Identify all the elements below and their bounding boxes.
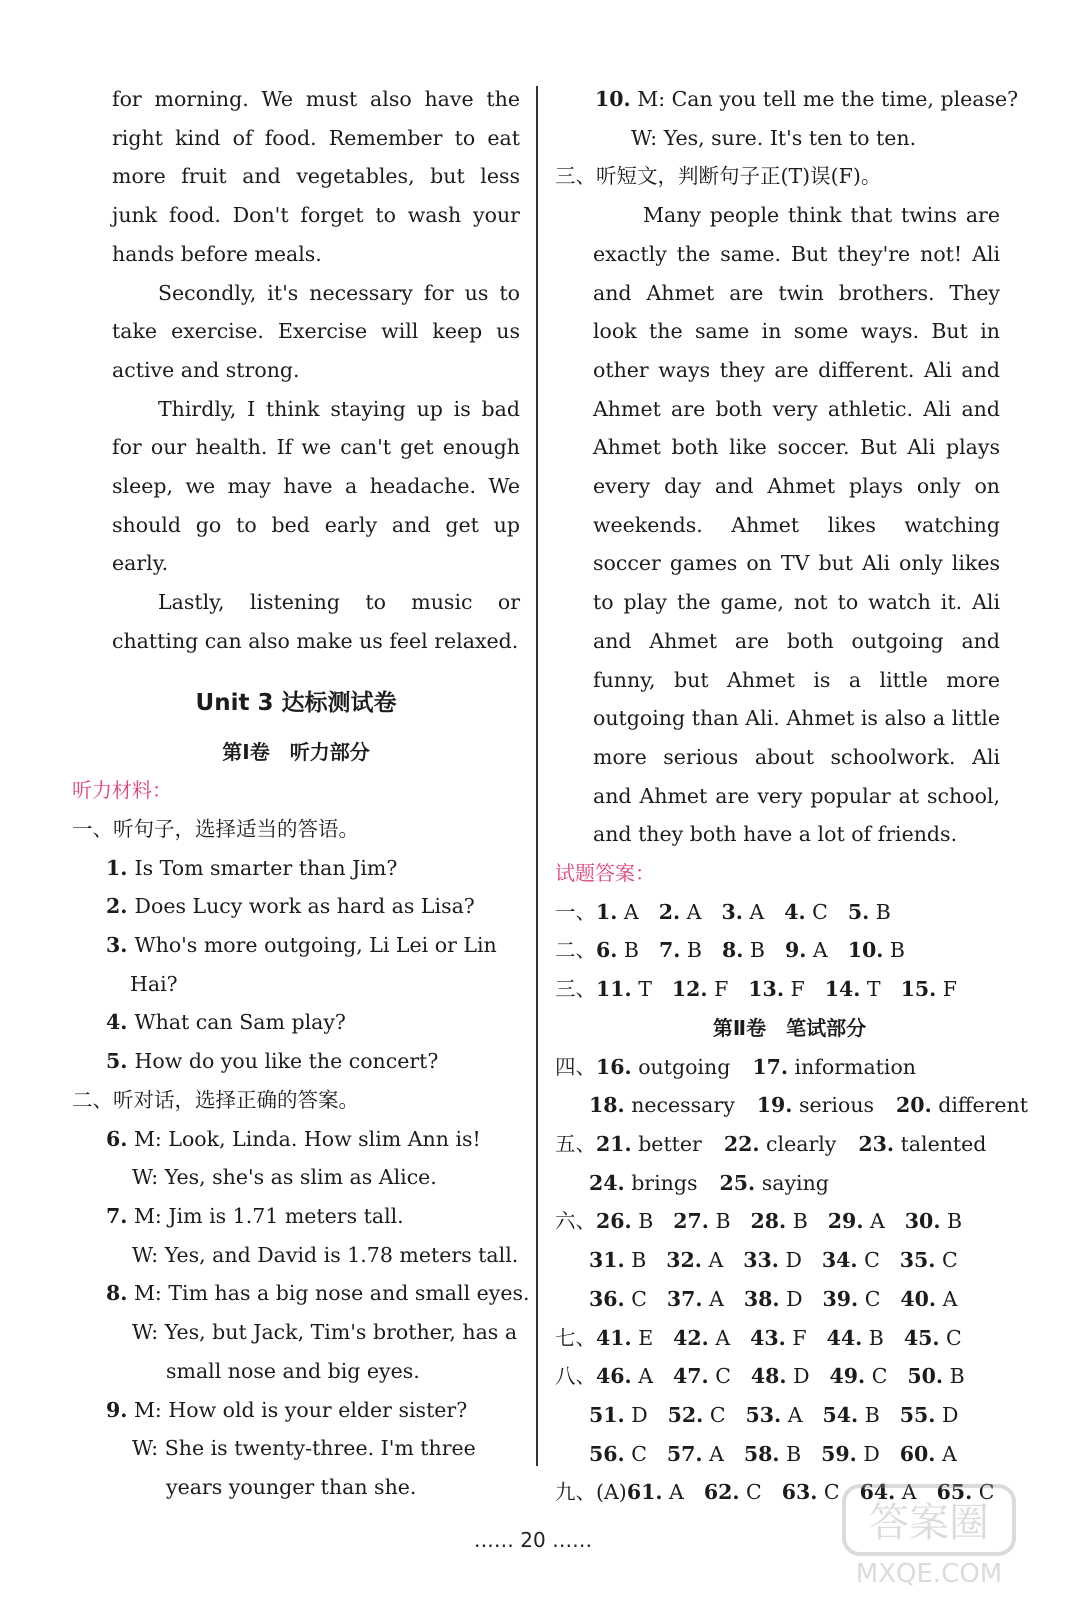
answer-value: C [939, 1325, 962, 1350]
left-column [72, 80, 530, 1507]
answer-item [821, 1435, 880, 1474]
answer-value: C [739, 1480, 762, 1505]
answer-item [757, 1086, 874, 1125]
answer-value: B [680, 938, 702, 963]
answer-value: C [817, 1480, 840, 1505]
answer-item [667, 1280, 724, 1319]
dialogue-reply: W: Yes, but Jack, Tim's brother, has a [132, 1320, 518, 1345]
answer-number: 4. [784, 899, 806, 924]
answer-number: 2. [658, 899, 681, 924]
answer-number: 61. [626, 1480, 663, 1505]
section-prefix: 九、(A) [555, 1480, 627, 1505]
answer-number: 59. [821, 1441, 857, 1466]
answer-number: 9. [785, 938, 807, 963]
answer-number: 21. [596, 1131, 632, 1156]
section-heading: 三、听短文，判断句子正(T)误(F)。 [555, 164, 882, 189]
answer-item [667, 1435, 724, 1474]
answer-item [722, 931, 765, 970]
answer-value: brings [624, 1170, 698, 1195]
section-prefix: 四、 [555, 1054, 596, 1079]
answer-value: C [703, 1402, 726, 1427]
question-item [72, 887, 520, 926]
answer-value: information [788, 1054, 917, 1079]
answer-number: 43. [750, 1325, 786, 1350]
answer-row [555, 1319, 1000, 1358]
answer-number: 20. [896, 1093, 932, 1118]
unit-title: Unit 3 达标测试卷 [195, 689, 397, 716]
answer-item [750, 1319, 806, 1358]
dialogue-reply: W: Yes, and David is 1.78 meters tall. [132, 1242, 519, 1267]
answer-value: A [742, 899, 765, 924]
answer-number: 41. [596, 1325, 632, 1350]
answer-number: 51. [589, 1402, 625, 1427]
answer-item [589, 1280, 647, 1319]
answer-number: 1. [596, 899, 618, 924]
answer-item [589, 1164, 698, 1203]
answer-value: D [624, 1402, 648, 1427]
answer-item [785, 931, 828, 970]
answer-value: serious [792, 1093, 875, 1118]
dialogue-item: 6. M: Look, Linda. How slim Ann is! [106, 1126, 481, 1151]
essay-paragraph: Thirdly, I think staying up is bad for our health. If we can't get enough sleep, we may have a headache. We should go to bed early and get up early. [112, 396, 520, 576]
answer-number: 25. [719, 1170, 756, 1195]
question-item [72, 965, 520, 1004]
answer-row [555, 1241, 1000, 1280]
answer-value: F [707, 977, 729, 1002]
answer-number: 37. [666, 1286, 703, 1311]
answer-row [555, 1357, 1000, 1396]
answer-item [752, 1048, 916, 1087]
answer-value: saying [755, 1170, 829, 1195]
dialogue-item: 10. M: Can you tell me the time, please? [595, 87, 1019, 111]
answer-item [704, 1473, 762, 1512]
question-number: 2. [106, 894, 135, 919]
answer-number: 35. [899, 1248, 936, 1273]
part1-title: 第Ⅰ卷 听力部分 [222, 739, 370, 764]
question-text: Does Lucy work as hard as Lisa? [134, 894, 475, 919]
answer-item [784, 893, 828, 932]
answer-number: 12. [671, 977, 708, 1002]
answer-number: 40. [900, 1286, 937, 1311]
answer-value: B [631, 1209, 654, 1234]
answer-value: D [935, 1402, 959, 1427]
answer-row [555, 1396, 1000, 1435]
answer-value: F [936, 977, 958, 1002]
answer-number: 33. [743, 1248, 779, 1273]
question-number: 5. [106, 1049, 135, 1074]
answer-item [744, 1280, 803, 1319]
answer-item [830, 1357, 888, 1396]
answer-number: 13. [748, 977, 784, 1002]
answer-value: B [858, 1402, 880, 1427]
answer-number: 27. [673, 1209, 709, 1234]
answer-rows [555, 893, 1000, 1009]
answer-number: 57. [666, 1441, 703, 1466]
answer-item [858, 1125, 986, 1164]
answer-item [825, 970, 881, 1009]
answer-number: 50. [907, 1364, 944, 1389]
answer-number: 29. [827, 1209, 864, 1234]
answer-value: necessary [624, 1093, 735, 1118]
answer-item [596, 1202, 653, 1241]
section-prefix: 六、 [555, 1209, 596, 1234]
answer-item [896, 1086, 1028, 1125]
answer-number: 52. [667, 1402, 704, 1427]
answer-item [589, 1435, 647, 1474]
answer-value: B [779, 1441, 802, 1466]
answer-item [668, 1396, 726, 1435]
answer-row [555, 1048, 1000, 1087]
answer-number: 34. [821, 1248, 858, 1273]
svg-text:答案圈: 答案圈 [869, 1500, 989, 1546]
listening-passage: Many people think that twins are exactly the same. But they're not! Ali and Ahmet are twin brothers. They look the same in some ways. But in other ways they are different. Ali and Ahmet are both very athletic. Ali and Ahmet both like soccer. But Ali plays every day and Ahmet plays only on weekends. Ahmet likes watching soccer games on TV but Ali only likes to play the game, not to watch it. Ali and Ahmet are both outgoing and funny, but Ahmet is a little more outgoing than Ali. Ahmet is also a little more serious about schoolwork. Ali and Ahmet are very popular at school, and they both have a lot of friends. [593, 203, 1000, 847]
answer-value: C [858, 1286, 881, 1311]
dialogue-reply: W: Yes, sure. It's ten to ten. [631, 125, 917, 150]
answer-item [751, 1202, 808, 1241]
answer-item [744, 1435, 801, 1474]
answer-row [555, 893, 1000, 932]
answer-value: A [701, 1248, 724, 1273]
answer-value: B [617, 938, 639, 963]
answer-item [589, 1241, 646, 1280]
answer-value: B [862, 1325, 884, 1350]
answer-number: 24. [589, 1170, 625, 1195]
answer-value: D [779, 1286, 803, 1311]
question-text: What can Sam play? [134, 1010, 346, 1035]
answer-item [659, 893, 702, 932]
answer-item [673, 1319, 730, 1358]
answer-item [596, 1357, 653, 1396]
answer-item [596, 1125, 702, 1164]
answer-item [823, 1396, 880, 1435]
answer-number: 46. [596, 1364, 632, 1389]
answer-number: 10. [847, 938, 884, 963]
dialogue-reply-cont: years younger than she. [166, 1474, 417, 1499]
answer-number: 19. [756, 1093, 793, 1118]
answer-number: 31. [589, 1248, 625, 1273]
answer-number: 30. [904, 1209, 941, 1234]
dialogue-item: 7. M: Jim is 1.71 meters tall. [106, 1203, 404, 1228]
answer-value: A [863, 1209, 885, 1234]
answer-value: A [781, 1402, 803, 1427]
answer-value: D [778, 1248, 802, 1273]
answer-value: A [935, 1441, 957, 1466]
answer-value: B [708, 1209, 731, 1234]
answer-number: 55. [899, 1402, 936, 1427]
section-heading: 一、听句子，选择适当的答语。 [72, 816, 359, 841]
question-text: Hai? [130, 971, 178, 996]
answer-number: 22. [723, 1131, 760, 1156]
answer-value: A [708, 1325, 731, 1350]
answer-number: 16. [596, 1054, 632, 1079]
answer-item [596, 1319, 653, 1358]
answer-row [555, 1435, 1000, 1474]
svg-text:MXQE.COM: MXQE.COM [855, 1559, 1003, 1589]
dialogue-reply-cont: small nose and big eyes. [166, 1358, 420, 1383]
answer-value: C [805, 899, 828, 924]
page-number: …… 20 …… [473, 1528, 593, 1552]
answer-number: 44. [826, 1325, 863, 1350]
answer-number: 28. [750, 1209, 787, 1234]
answer-item [596, 931, 639, 970]
section-prefix: 七、 [555, 1325, 596, 1350]
answer-value: F [785, 1325, 807, 1350]
question-number: 1. [106, 855, 135, 880]
question-item [72, 849, 520, 888]
answer-number: 7. [659, 938, 681, 963]
answer-item [596, 1048, 730, 1087]
answer-value: T [860, 977, 881, 1002]
answer-value: different [931, 1093, 1028, 1118]
answer-item [907, 1357, 964, 1396]
answer-value: A [806, 938, 828, 963]
answer-number: 49. [829, 1364, 866, 1389]
answer-value: clearly [759, 1131, 837, 1156]
answer-number: 14. [824, 977, 861, 1002]
essay-paragraph: for morning. We must also have the right kind of food. Remember to eat more fruit and vegetables, but less junk food. Don't forget to wash your hands before meals. [112, 87, 520, 266]
answer-value: A [702, 1441, 724, 1466]
answer-value: A [895, 1480, 917, 1505]
question-number: 3. [106, 933, 135, 958]
answer-value: A [617, 899, 639, 924]
watermark-logo [836, 1480, 1026, 1590]
question-item [72, 1003, 520, 1042]
answer-number: 3. [721, 899, 743, 924]
answer-value: C [624, 1286, 647, 1311]
answer-number: 53. [745, 1402, 782, 1427]
answer-number: 32. [666, 1248, 702, 1273]
answer-number: 45. [903, 1325, 940, 1350]
answer-number: 54. [822, 1402, 859, 1427]
question-list [72, 849, 520, 1081]
answer-value: E [631, 1325, 654, 1350]
answer-number: 47. [673, 1364, 709, 1389]
answer-number: 62. [703, 1480, 740, 1505]
answer-number: 63. [781, 1480, 818, 1505]
answer-number: 39. [822, 1286, 859, 1311]
answer-value: D [856, 1441, 880, 1466]
answer-number: 64. [859, 1480, 896, 1505]
answer-item [589, 1086, 735, 1125]
answer-item [905, 1202, 962, 1241]
answer-item [827, 1319, 884, 1358]
answer-row [555, 931, 1000, 970]
question-item [72, 1042, 520, 1081]
answer-value: B [624, 1248, 647, 1273]
answer-item [848, 893, 891, 932]
answer-value: C [972, 1480, 995, 1505]
dialogue-reply: W: She is twenty-three. I'm three [132, 1436, 476, 1461]
answer-value: B [883, 938, 905, 963]
answer-item [904, 1319, 962, 1358]
answer-item [673, 1202, 730, 1241]
essay-paragraph: Lastly, listening to music or chatting can also make us feel relaxed. [112, 590, 520, 653]
answer-item [666, 1241, 723, 1280]
dialogue-item: 8. M: Tim has a big nose and small eyes. [106, 1281, 530, 1306]
section-prefix: 五、 [555, 1131, 596, 1156]
section-heading: 二、听对话，选择正确的答案。 [72, 1087, 359, 1112]
part2-title: 第Ⅱ卷 笔试部分 [712, 1015, 867, 1040]
answer-value: A [702, 1286, 724, 1311]
answer-number: 17. [752, 1054, 788, 1079]
answer-item [823, 1280, 881, 1319]
essay-paragraph: Secondly, it's necessary for us to take exercise. Exercise will keep us active and strong. [112, 280, 520, 382]
answer-item [596, 893, 639, 932]
answer-item [900, 1396, 959, 1435]
answer-row [555, 1125, 1000, 1164]
answer-value: B [786, 1209, 808, 1234]
answer-number: 48. [750, 1364, 787, 1389]
answer-value: F [783, 977, 805, 1002]
question-number: 4. [106, 1010, 135, 1035]
question-text: Is Tom smarter than Jim? [134, 855, 398, 880]
answer-item [746, 1396, 803, 1435]
answer-row [555, 1202, 1000, 1241]
answer-row [555, 970, 1000, 1009]
answer-item [672, 970, 728, 1009]
answers-label: 试题答案： [555, 861, 655, 886]
dialogue-item: 9. M: How old is your elder sister? [106, 1397, 468, 1422]
answer-item [720, 1164, 829, 1203]
answer-number: 11. [596, 977, 632, 1002]
answer-number: 15. [900, 977, 937, 1002]
answer-value: A [936, 1286, 958, 1311]
answer-item [900, 1241, 958, 1280]
answer-number: 36. [589, 1286, 625, 1311]
answer-number: 5. [847, 899, 870, 924]
answer-item [900, 1280, 957, 1319]
answer-value: T [631, 977, 652, 1002]
answer-value: B [940, 1209, 963, 1234]
right-column [555, 80, 1028, 1512]
answer-item [589, 1396, 648, 1435]
answer-number: 8. [722, 938, 744, 963]
answer-value: A [680, 899, 702, 924]
question-text: Who's more outgoing, Li Lei or Lin [134, 933, 497, 958]
question-text: How do you like the concert? [134, 1049, 439, 1074]
answer-item [724, 1125, 837, 1164]
answer-number: 23. [858, 1131, 895, 1156]
answer-row [555, 1280, 1000, 1319]
answer-value: better [631, 1131, 702, 1156]
answer-item [901, 970, 957, 1009]
answer-item [596, 970, 652, 1009]
answer-value: B [743, 938, 765, 963]
column-divider [536, 86, 538, 1466]
section-prefix: 三、 [555, 977, 596, 1002]
word-answer-rows [555, 1048, 1028, 1203]
section-prefix: 八、 [555, 1364, 596, 1389]
answer-value: C [857, 1248, 880, 1273]
answer-number: 26. [596, 1209, 632, 1234]
answer-item [900, 1435, 957, 1474]
answer-value: talented [894, 1131, 987, 1156]
dialogue-reply: W: Yes, she's as slim as Alice. [132, 1165, 437, 1190]
listening-label: 听力材料： [72, 778, 172, 803]
answer-item [848, 931, 905, 970]
answer-item [782, 1473, 840, 1512]
answer-number: 60. [899, 1441, 936, 1466]
answer-value: B [943, 1364, 965, 1389]
question-item [72, 926, 520, 965]
answer-value: C [708, 1364, 731, 1389]
answer-value: C [624, 1441, 647, 1466]
answer-value: A [631, 1364, 653, 1389]
answer-value: A [662, 1480, 684, 1505]
answer-value: B [869, 899, 891, 924]
answer-row [555, 1164, 1000, 1203]
section-prefix: 一、 [555, 899, 596, 924]
answer-item [743, 1241, 802, 1280]
answer-item [721, 893, 764, 932]
answer-item [828, 1202, 885, 1241]
section-prefix: 二、 [555, 938, 596, 963]
answer-item [627, 1473, 684, 1512]
mc-answer-rows [555, 1202, 1000, 1512]
answer-number: 18. [589, 1093, 625, 1118]
answer-item [822, 1241, 880, 1280]
answer-row [555, 1086, 1028, 1125]
answer-value: C [865, 1364, 888, 1389]
answer-item [751, 1357, 810, 1396]
answer-value: outgoing [631, 1054, 731, 1079]
essay [72, 80, 520, 661]
answer-number: 42. [673, 1325, 709, 1350]
answer-item [659, 931, 702, 970]
answer-number: 58. [743, 1441, 780, 1466]
answer-number: 56. [589, 1441, 625, 1466]
answer-number: 38. [743, 1286, 780, 1311]
answer-item [748, 970, 804, 1009]
answer-number: 65. [936, 1480, 973, 1505]
answer-item [673, 1357, 731, 1396]
answer-value: C [935, 1248, 958, 1273]
answer-number: 6. [596, 938, 618, 963]
answer-value: D [786, 1364, 810, 1389]
